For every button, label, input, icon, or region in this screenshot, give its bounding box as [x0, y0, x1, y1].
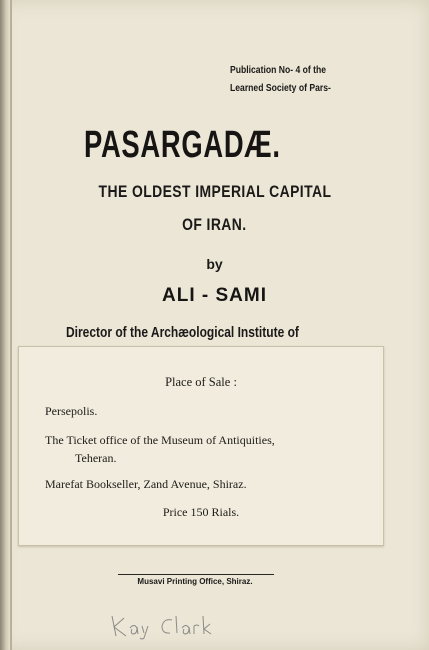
publication-note: [230, 62, 359, 98]
subtitle-line-2-text: OF IRAN.: [182, 215, 247, 234]
sale-location-2: The Ticket office of the Museum of Antiquities,: [45, 433, 275, 447]
sale-location-1: Persepolis.: [45, 404, 98, 418]
publication-line-2: Learned Society of Pars-: [230, 83, 331, 94]
publication-line-1: Publication No- 4 of the: [230, 65, 327, 76]
subtitle-line-1-text: THE OLDEST IMPERIAL CAPITAL: [98, 182, 331, 201]
by-label: by: [206, 256, 223, 272]
author-affiliation: Director of the Archæological Institute of: [66, 324, 299, 341]
price-label: Price 150 Rials.: [162, 505, 240, 519]
subtitle-line-2: [0, 215, 429, 235]
page-edge: [10, 0, 12, 650]
printer-imprint: Musavi Printing Office, Shiraz.: [137, 577, 253, 586]
subtitle-line-1: [0, 182, 429, 202]
handwritten-signature: [106, 610, 216, 640]
book-spine: [0, 0, 10, 650]
sale-location-3: Marefat Bookseller, Zand Avenue, Shiraz.: [45, 477, 247, 491]
printer-rule: [118, 574, 274, 575]
sale-slip-heading: Place of Sale :: [165, 375, 237, 389]
sale-slip: [18, 346, 384, 546]
sale-location-2-city: Teheran.: [75, 451, 117, 465]
book-title: PASARGADÆ.: [84, 124, 281, 166]
author-name: ALI - SAMI: [162, 285, 267, 306]
